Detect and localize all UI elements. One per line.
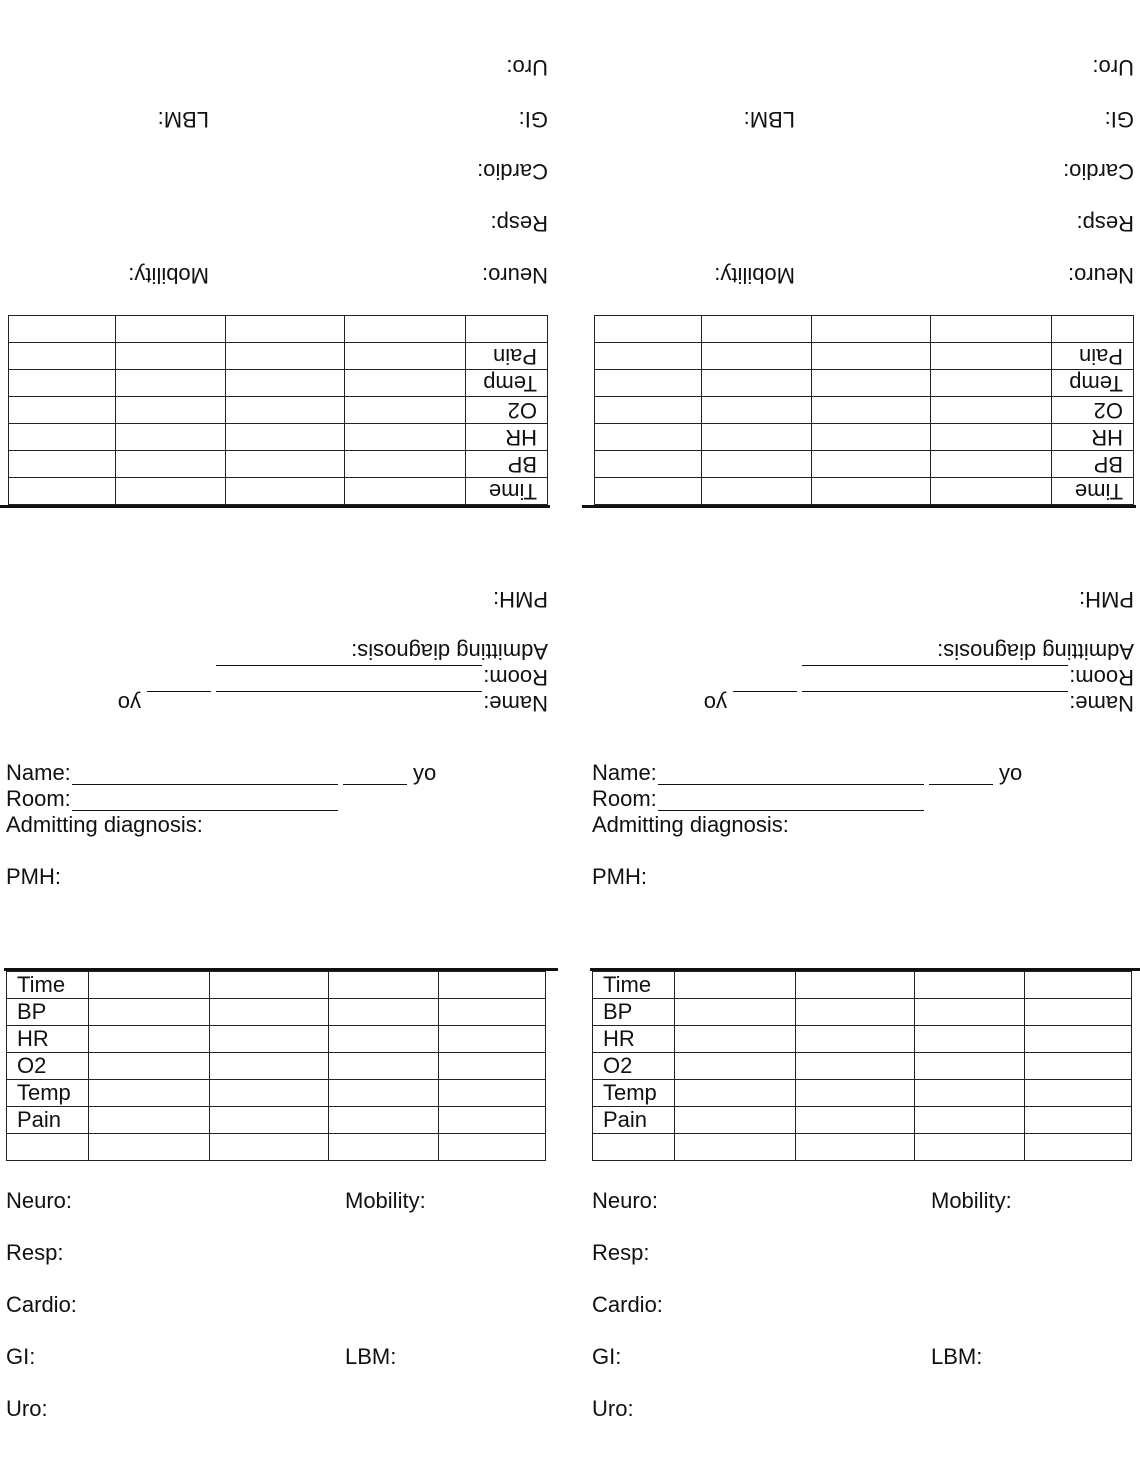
pmh-label: PMH: [493,587,548,612]
vitals-cell[interactable] [210,999,329,1026]
room-field[interactable] [72,810,338,811]
vitals-cell[interactable] [796,1107,915,1134]
vitals-cell[interactable] [226,343,345,370]
vitals-row [9,397,548,424]
mobility-label: Mobility: [345,1188,426,1213]
vitals-row [9,370,548,397]
vitals-row-label [7,1134,89,1161]
vitals-cell[interactable] [796,972,915,999]
pmh-label: PMH: [6,864,61,889]
room-field[interactable] [802,665,1068,666]
admitting-diagnosis-label: Admitting diagnosis: [592,812,789,837]
vitals-cell[interactable] [329,1107,439,1134]
vitals-row-label: O2 [7,1053,89,1080]
vitals-cell[interactable] [9,316,116,343]
vitals-cell[interactable] [812,343,931,370]
vitals-table [594,316,1134,508]
vitals-cell[interactable] [226,370,345,397]
yo-label: yo [117,691,141,716]
mobility-label: Mobility: [714,263,795,288]
vitals-cell[interactable] [1025,1134,1132,1161]
vitals-cell[interactable] [595,316,702,343]
vitals-cell[interactable] [675,1053,796,1080]
vitals-cell[interactable] [89,1134,210,1161]
vitals-row [595,370,1134,397]
admitting-diagnosis-label: Admitting diagnosis: [351,639,548,664]
vitals-table [592,968,1132,1160]
cardio-label: Cardio: [477,159,548,184]
vitals-row-label: BP [1052,451,1134,478]
vitals-cell[interactable] [915,1080,1025,1107]
vitals-cell[interactable] [796,1026,915,1053]
vitals-row [9,316,548,343]
vitals-row [7,1053,546,1080]
vitals-cell[interactable] [1025,1026,1132,1053]
lbm-label: LBM: [743,107,795,132]
vitals-cell[interactable] [796,999,915,1026]
vitals-cell[interactable] [915,1134,1025,1161]
vitals-row-label: Temp [593,1080,675,1107]
admitting-diagnosis-label: Admitting diagnosis: [937,639,1134,664]
vitals-cell[interactable] [329,999,439,1026]
mobility-label: Mobility: [931,1188,1012,1213]
vitals-row-label: Temp [466,370,548,397]
vitals-cell[interactable] [812,451,931,478]
vitals-cell[interactable] [89,1080,210,1107]
bottom-half [0,738,1140,1476]
vitals-row-label: BP [7,999,89,1026]
vitals-row [595,424,1134,451]
resp-label: Resp: [6,1240,64,1265]
name-label: Name: [483,691,548,716]
room-field[interactable] [658,810,924,811]
vitals-cell[interactable] [675,1026,796,1053]
vitals-cell[interactable] [595,424,702,451]
vitals-cell[interactable] [439,1080,546,1107]
vitals-row [593,1134,1132,1161]
vitals-row-label: Time [466,478,548,505]
vitals-cell[interactable] [812,424,931,451]
name-field[interactable] [72,784,338,785]
vitals-cell[interactable] [915,1026,1025,1053]
vitals-cell[interactable] [595,343,702,370]
yo-label: yo [703,691,727,716]
vitals-cell[interactable] [226,478,345,505]
vitals-row [595,451,1134,478]
vitals-cell[interactable] [116,397,226,424]
vitals-cell[interactable] [675,999,796,1026]
vitals-cell[interactable] [210,1053,329,1080]
vitals-cell[interactable] [9,343,116,370]
vitals-cell[interactable] [210,1080,329,1107]
vitals-cell[interactable] [702,451,812,478]
lbm-label: LBM: [931,1344,983,1369]
vitals-cell[interactable] [329,972,439,999]
vitals-cell[interactable] [931,424,1052,451]
vitals-cell[interactable] [675,1107,796,1134]
gi-label: GI: [518,107,548,132]
vitals-table [8,316,548,508]
pmh-label: PMH: [1079,587,1134,612]
vitals-cell[interactable] [116,451,226,478]
report-card-right [0,0,554,738]
vitals-cell[interactable] [439,1026,546,1053]
vitals-cell[interactable] [931,316,1052,343]
vitals-cell[interactable] [226,316,345,343]
vitals-cell[interactable] [675,1080,796,1107]
vitals-row [595,316,1134,343]
vitals-cell[interactable] [702,397,812,424]
uro-label: Uro: [1092,55,1134,80]
vitals-cell[interactable] [915,999,1025,1026]
vitals-cell[interactable] [796,1080,915,1107]
vitals-cell[interactable] [1025,1107,1132,1134]
admitting-diagnosis-label: Admitting diagnosis: [6,812,203,837]
vitals-cell[interactable] [210,972,329,999]
name-field[interactable] [802,691,1068,692]
vitals-cell[interactable] [9,397,116,424]
vitals-cell[interactable] [675,1134,796,1161]
vitals-cell[interactable] [595,451,702,478]
vitals-cell[interactable] [702,424,812,451]
vitals-row-label: BP [466,451,548,478]
vitals-row-label: Temp [1052,370,1134,397]
vitals-cell[interactable] [116,370,226,397]
uro-label: Uro: [506,55,548,80]
vitals-cell[interactable] [329,1134,439,1161]
vitals-row [9,478,548,505]
vitals-row-label: O2 [593,1053,675,1080]
room-field[interactable] [216,665,482,666]
vitals-cell[interactable] [329,1026,439,1053]
name-field[interactable] [658,784,924,785]
vitals-cell[interactable] [439,1107,546,1134]
vitals-row-label: Temp [7,1080,89,1107]
vitals-cell[interactable] [931,343,1052,370]
vitals-cell[interactable] [345,451,466,478]
vitals-row [593,972,1132,999]
vitals-cell[interactable] [796,1053,915,1080]
vitals-cell[interactable] [210,1107,329,1134]
neuro-label: Neuro: [1067,263,1134,288]
vitals-row-label: HR [7,1026,89,1053]
vitals-row-label [1052,316,1134,343]
vitals-row [593,1026,1132,1053]
vitals-cell[interactable] [439,1053,546,1080]
vitals-cell[interactable] [226,451,345,478]
vitals-row [593,1053,1132,1080]
yo-label: yo [413,760,437,785]
vitals-cell[interactable] [89,999,210,1026]
vitals-row-label: HR [466,424,548,451]
vitals-cell[interactable] [226,424,345,451]
vitals-cell[interactable] [931,397,1052,424]
mobility-label: Mobility: [128,263,209,288]
gi-label: GI: [1104,107,1134,132]
vitals-cell[interactable] [329,1080,439,1107]
vitals-cell[interactable] [1025,1080,1132,1107]
vitals-cell[interactable] [1025,999,1132,1026]
vitals-cell[interactable] [116,316,226,343]
age-field[interactable] [343,784,407,785]
vitals-cell[interactable] [931,451,1052,478]
vitals-cell[interactable] [796,1134,915,1161]
vitals-row [595,397,1134,424]
vitals-row [593,1107,1132,1134]
vitals-cell[interactable] [9,370,116,397]
vitals-cell[interactable] [702,370,812,397]
vitals-cell[interactable] [329,1053,439,1080]
cardio-label: Cardio: [1063,159,1134,184]
room-label: Room: [592,786,657,811]
resp-label: Resp: [592,1240,650,1265]
vitals-cell[interactable] [345,343,466,370]
room-label: Room: [1069,665,1134,690]
vitals-cell[interactable] [116,343,226,370]
vitals-cell[interactable] [812,316,931,343]
vitals-cell[interactable] [89,972,210,999]
vitals-cell[interactable] [89,1026,210,1053]
gi-label: GI: [6,1344,36,1369]
neuro-label: Neuro: [481,263,548,288]
vitals-row-label: BP [593,999,675,1026]
pmh-label: PMH: [592,864,647,889]
vitals-row-label: O2 [1052,397,1134,424]
vitals-row [7,999,546,1026]
vitals-row-label: Pain [593,1107,675,1134]
cardio-label: Cardio: [592,1292,663,1317]
vitals-cell[interactable] [345,370,466,397]
name-label: Name: [1069,691,1134,716]
gi-label: GI: [592,1344,622,1369]
vitals-table [6,968,546,1160]
vitals-row-label: Pain [7,1107,89,1134]
vitals-row-label [466,316,548,343]
vitals-cell[interactable] [345,478,466,505]
vitals-cell[interactable] [9,451,116,478]
vitals-row-label: Time [7,972,89,999]
vitals-row [9,424,548,451]
vitals-row-label: Pain [1052,343,1134,370]
uro-label: Uro: [592,1396,634,1421]
vitals-row [7,1134,546,1161]
vitals-cell[interactable] [210,1026,329,1053]
vitals-row-label: HR [1052,424,1134,451]
vitals-row-label: Time [593,972,675,999]
yo-label: yo [999,760,1023,785]
vitals-cell[interactable] [812,397,931,424]
name-field[interactable] [216,691,482,692]
vitals-cell[interactable] [595,478,702,505]
vitals-cell[interactable] [116,478,226,505]
vitals-row [7,1107,546,1134]
vitals-cell[interactable] [439,999,546,1026]
neuro-label: Neuro: [592,1188,659,1213]
vitals-cell[interactable] [702,343,812,370]
table-top-rule [0,505,550,508]
vitals-cell[interactable] [9,478,116,505]
vitals-cell[interactable] [1025,1053,1132,1080]
cardio-label: Cardio: [6,1292,77,1317]
report-card-left [0,738,560,1476]
resp-label: Resp: [1076,211,1134,236]
vitals-row [595,343,1134,370]
vitals-row [9,451,548,478]
uro-label: Uro: [6,1396,48,1421]
vitals-cell[interactable] [345,316,466,343]
vitals-cell[interactable] [9,424,116,451]
vitals-cell[interactable] [702,478,812,505]
vitals-row-label: HR [593,1026,675,1053]
vitals-cell[interactable] [595,397,702,424]
vitals-cell[interactable] [116,424,226,451]
lbm-label: LBM: [157,107,209,132]
name-label: Name: [6,760,71,785]
name-label: Name: [592,760,657,785]
vitals-row [593,999,1132,1026]
table-top-rule [582,505,1136,508]
vitals-cell[interactable] [702,316,812,343]
vitals-cell[interactable] [812,370,931,397]
vitals-row-label: O2 [466,397,548,424]
vitals-cell[interactable] [226,397,345,424]
resp-label: Resp: [490,211,548,236]
age-field[interactable] [929,784,993,785]
vitals-cell[interactable] [345,397,466,424]
vitals-row-label: Time [1052,478,1134,505]
vitals-cell[interactable] [595,370,702,397]
vitals-cell[interactable] [345,424,466,451]
age-field[interactable] [733,691,797,692]
vitals-cell[interactable] [439,972,546,999]
room-label: Room: [483,665,548,690]
neuro-label: Neuro: [6,1188,73,1213]
vitals-cell[interactable] [812,478,931,505]
vitals-cell[interactable] [931,478,1052,505]
vitals-cell[interactable] [1025,972,1132,999]
vitals-row [7,1026,546,1053]
vitals-row-label: Pain [466,343,548,370]
vitals-cell[interactable] [915,972,1025,999]
vitals-row [593,1080,1132,1107]
age-field[interactable] [147,691,211,692]
vitals-row-label [593,1134,675,1161]
room-label: Room: [6,786,71,811]
vitals-cell[interactable] [89,1053,210,1080]
vitals-cell[interactable] [931,370,1052,397]
vitals-cell[interactable] [210,1134,329,1161]
vitals-cell[interactable] [915,1107,1025,1134]
vitals-row [9,343,548,370]
vitals-cell[interactable] [439,1134,546,1161]
report-card-left [580,0,1140,738]
vitals-row [7,972,546,999]
vitals-cell[interactable] [675,972,796,999]
lbm-label: LBM: [345,1344,397,1369]
vitals-row [7,1080,546,1107]
vitals-cell[interactable] [89,1107,210,1134]
vitals-row [595,478,1134,505]
report-card-right [586,738,1140,1476]
vitals-cell[interactable] [915,1053,1025,1080]
